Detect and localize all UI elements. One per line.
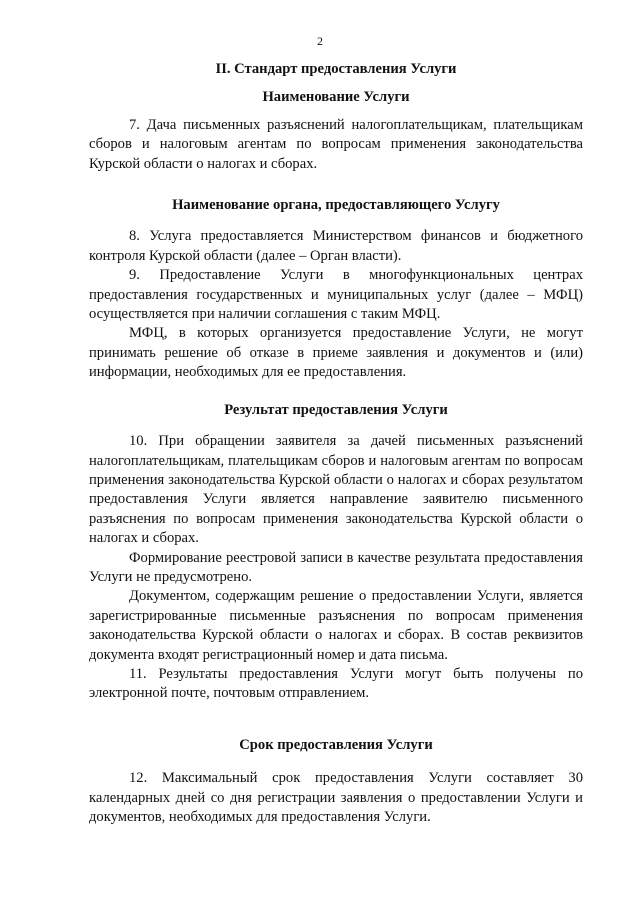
- paragraph-11: 11. Результаты предоставления Услуги могут быть получены по электронной почте, почтовым отправлением.: [89, 665, 583, 702]
- paragraph-10-document: Документом, содержащим решение о предоставлении Услуги, является зарегистрированные письменные разъяснения по вопросам применения законодательства Курской области о налогах и сборах. В состав реквизитов документа входят регистрационный номер и дата письма.: [89, 588, 583, 663]
- section-title-term: Срок предоставления Услуги: [239, 736, 433, 753]
- paragraph-8: 8. Услуга предоставляется Министерством финансов и бюджетного контроля Курской области (далее – Орган власти).: [89, 228, 583, 264]
- paragraph-12: 12. Максимальный срок предоставления Услуги составляет 30 календарных дней со дня регистрации заявления о предоставлении Услуги и документов, необходимых для предоставления Услуги.: [89, 770, 583, 825]
- section-title-result: Результат предоставления Услуги: [224, 401, 448, 418]
- paragraph-9: 9. Предоставление Услуги в многофункциональных центрах предоставления государственных и муниципальных услуг (далее – МФЦ) осуществляется при наличии соглашения с таким МФЦ.: [89, 267, 583, 323]
- paragraph-7: 7. Дача письменных разъяснений налогоплательщикам, плательщикам сборов и налоговым агентам по вопросам применения законодательства Курской области о налогах и сборах.: [89, 116, 583, 172]
- part-title: II. Стандарт предоставления Услуги: [215, 61, 457, 77]
- paragraph-10-registry: Формирование реестровой записи в качестве результата предоставления Услуги не предусмотрено.: [89, 549, 583, 585]
- page-number: 2: [317, 34, 323, 48]
- document-body: [89, 60, 583, 827]
- paragraph-10: 10. При обращении заявителя за дачей письменных разъяснений налогоплательщикам, плательщикам сборов и налоговым агентам по вопросам применения законодательства Курской области о налогах и сборах результатом предоставления Услуги является направление заявителю письменного разъяснения по вопросам применения законодательства Курской области о налогах и сборах.: [89, 433, 583, 547]
- paragraph-9-mfc: МФЦ, в которых организуется предоставление Услуги, не могут принимать решение об отказе в приеме заявления и документов и (или) информации, необходимых для ее предоставления.: [89, 325, 583, 381]
- section-title-organ: Наименование органа, предоставляющего Услугу: [172, 197, 500, 214]
- section-title-name: Наименование Услуги: [262, 89, 410, 106]
